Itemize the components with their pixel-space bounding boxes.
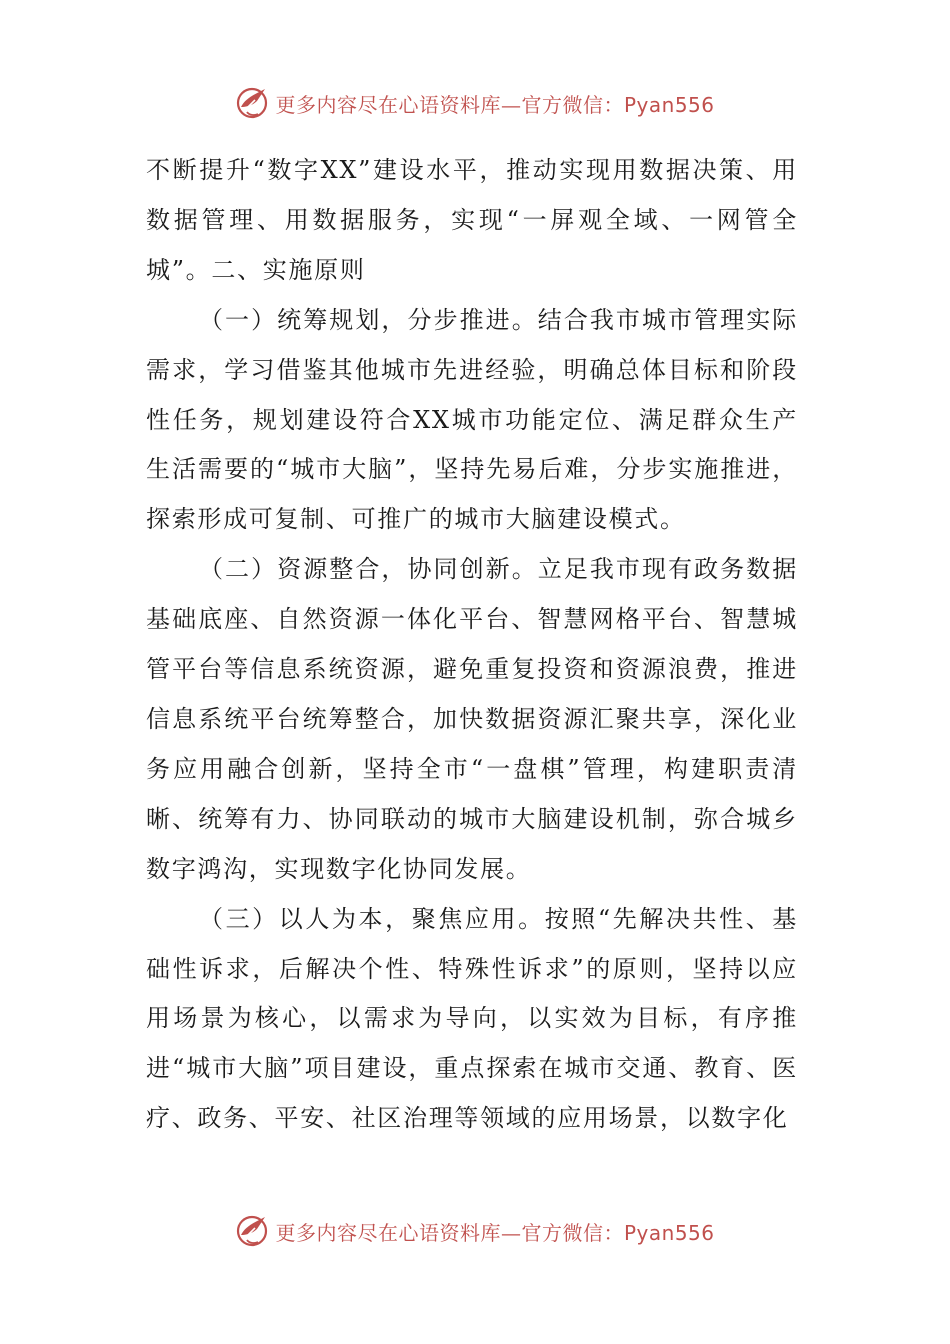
paragraph-principle-2: （二）资源整合，协同创新。立足我市现有政务数据基础底座、自然资源一体化平台、智慧网格平台、智慧城管平台等信息系统资源，避免重复投资和资源浪费，推进信息系统平台统筹整合，加快数据资源汇聚共享，深化业务应用融合创新，坚持全市“一盘棋”管理，构建职责清晰、统筹有力、协同联动的城市大脑建设机制，弥合城乡数字鸿沟，实现数字化协同发展。 [146,555,798,883]
paragraph-principle-1: （一）统筹规划，分步推进。结合我市城市管理实际需求，学习借鉴其他城市先进经验，明确总体目标和阶段性任务，规划建设符合XX城市功能定位、满足群众生产生活需要的“城市大脑”，坚持先易后难，分步实施推进，探索形成可复制、可推广的城市大脑建设模式。 [146,305,798,534]
watermark-text: 更多内容尽在心语资料库—官方微信：Pyan556 [275,1220,715,1245]
pen-logo-icon [235,1213,271,1249]
pen-logo-icon [235,85,271,121]
watermark-text: 更多内容尽在心语资料库—官方微信：Pyan556 [275,92,715,117]
header-watermark [0,83,950,123]
watermark-handle: Pyan556 [623,92,715,117]
paragraph-principle-3: （三）以人为本，聚焦应用。按照“先解决共性、基础性诉求，后解决个性、特殊性诉求”的原则，坚持以应用场景为核心，以需求为导向，以实效为目标，有序推进“城市大脑”项目建设，重点探索在城市交通、教育、医疗、政务、平安、社区治理等领域的应用场景，以数字化 [146,904,798,1133]
footer-watermark [0,1211,950,1251]
paragraph-continuation: 不断提升“数字XX”建设水平，推动实现用数据决策、用数据管理、用数据服务，实现“一屏观全域、一网管全城”。二、实施原则 [146,156,798,284]
document-body [146,146,798,1144]
watermark-handle: Pyan556 [623,1220,715,1245]
